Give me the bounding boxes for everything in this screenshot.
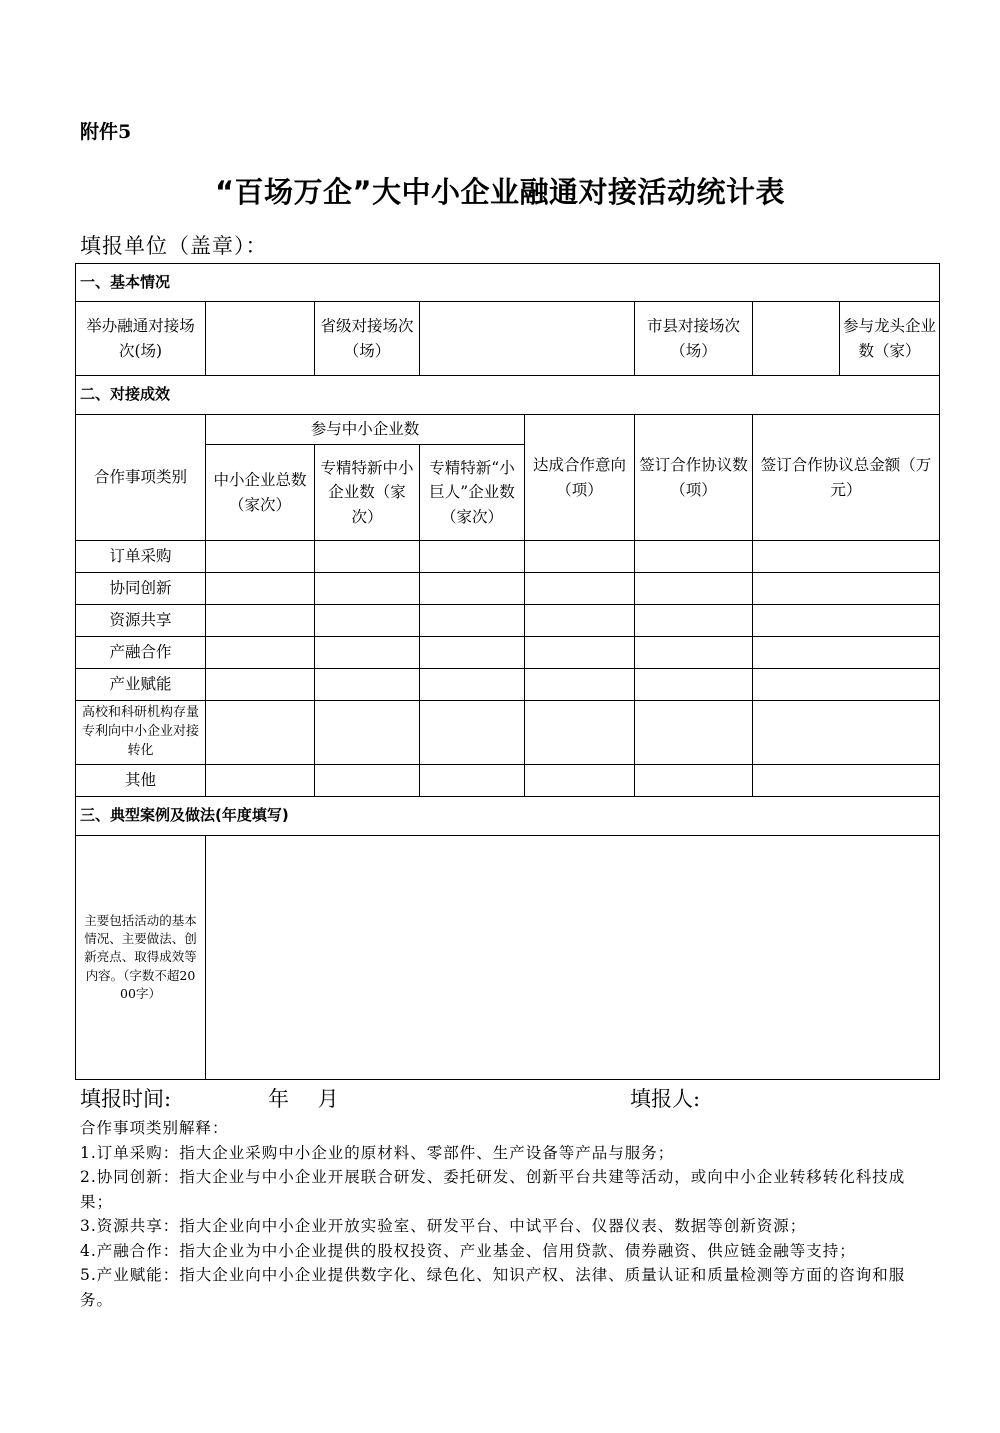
data-cell[interactable] [525,605,635,637]
row-label: 高校和科研机构存量专利向中小企业对接转化 [76,701,206,765]
data-cell[interactable] [753,637,940,669]
data-cell[interactable] [525,573,635,605]
table-row [76,669,940,701]
data-cell[interactable] [525,701,635,765]
data-cell[interactable] [420,541,525,573]
note-item: 5.产业赋能：指大企业向中小企业提供数字化、绿色化、知识产权、法律、质量认证和质量检测等方面的咨询和服务。 [80,1266,906,1309]
basic-sessions-label: 举办融通对接场次(场) [76,302,206,376]
data-cell[interactable] [206,765,315,797]
city-sessions-label: 市县对接场次（场） [635,302,753,376]
data-cell[interactable] [315,541,420,573]
data-cell[interactable] [315,701,420,765]
data-cell[interactable] [753,701,940,765]
leading-enterprises-label: 参与龙头企业数（家） [840,302,940,376]
data-cell[interactable] [420,605,525,637]
row-label: 产业赋能 [76,669,206,701]
data-cell[interactable] [635,637,753,669]
data-cell[interactable] [635,605,753,637]
data-cell[interactable] [420,669,525,701]
data-cell[interactable] [525,541,635,573]
data-cell[interactable] [315,669,420,701]
data-cell[interactable] [525,669,635,701]
data-cell[interactable] [635,573,753,605]
data-cell[interactable] [635,765,753,797]
data-cell[interactable] [753,765,940,797]
sme-count-group-header: 参与中小企业数 [206,415,525,445]
year-month-label: 年 月 [268,1087,339,1111]
intent-header: 达成合作意向（项） [525,415,635,541]
data-cell[interactable] [315,637,420,669]
row-label: 资源共享 [76,605,206,637]
note-item: 4.产融合作：指大企业为中小企业提供的股权投资、产业基金、信用贷款、债券融资、供应链金融等支持； [80,1241,856,1260]
data-cell[interactable] [206,637,315,669]
table-row [76,573,940,605]
city-sessions-cell[interactable] [753,302,840,376]
provincial-sessions-label: 省级对接场次（场） [315,302,420,376]
page-title: “百场万企”大中小企业融通对接活动统计表 [214,175,786,209]
section-cases-heading: 三、典型案例及做法(年度填写) [76,797,940,836]
row-label: 订单采购 [76,541,206,573]
specialized-sme-header: 专精特新中小企业数（家次） [315,445,420,541]
data-cell[interactable] [315,765,420,797]
filler-person-label: 填报人: [630,1087,701,1111]
table-row [76,765,940,797]
provincial-sessions-cell[interactable] [420,302,635,376]
data-cell[interactable] [315,605,420,637]
data-cell[interactable] [206,669,315,701]
table-row [76,701,940,765]
note-item: 2.协同创新：指大企业与中小企业开展联合研发、委托研发、创新平台共建等活动，或向中小企业转移转化科技成果； [80,1168,906,1211]
notes-title: 合作事项类别解释： [80,1119,229,1137]
basic-sessions-cell[interactable] [206,302,315,376]
table-row [76,605,940,637]
attachment-label: 附件5 [80,121,132,143]
data-cell[interactable] [753,669,940,701]
data-cell[interactable] [635,701,753,765]
data-cell[interactable] [315,573,420,605]
amount-header: 签订合作协议总金额（万元） [753,415,940,541]
category-notes [80,1116,930,1312]
fill-time-label: 填报时间: [80,1087,172,1111]
data-cell[interactable] [420,573,525,605]
data-cell[interactable] [420,637,525,669]
data-cell[interactable] [206,573,315,605]
table-row [76,637,940,669]
section-basic-heading: 一、基本情况 [76,264,940,302]
filler-unit-label: 填报单位（盖章）： [80,234,268,258]
data-cell[interactable] [420,701,525,765]
row-label: 产融合作 [76,637,206,669]
row-label: 协同创新 [76,573,206,605]
cases-note: 主要包括活动的基本情况、主要做法、创新亮点、取得成效等内容。（字数不超2000字） [76,836,206,1080]
table-row [76,541,940,573]
agreements-header: 签订合作协议数（项） [635,415,753,541]
data-cell[interactable] [206,701,315,765]
row-label: 其他 [76,765,206,797]
data-cell[interactable] [753,605,940,637]
statistics-form-table [75,263,940,1080]
data-cell[interactable] [753,573,940,605]
note-item: 1.订单采购：指大企业采购中小企业的原材料、零部件、生产设备等产品与服务； [80,1143,675,1162]
sme-total-header: 中小企业总数（家次） [206,445,315,541]
data-cell[interactable] [420,765,525,797]
cases-content-cell[interactable] [206,836,940,1080]
little-giant-header: 专精特新“小巨人”企业数（家次） [420,445,525,541]
category-header: 合作事项类别 [76,415,206,541]
note-item: 3.资源共享：指大企业向中小企业开放实验室、研发平台、中试平台、仪器仪表、数据等创新资源； [80,1217,807,1235]
data-cell[interactable] [753,541,940,573]
data-cell[interactable] [635,669,753,701]
data-cell[interactable] [206,605,315,637]
section-results-heading: 二、对接成效 [76,376,940,415]
data-cell[interactable] [206,541,315,573]
data-cell[interactable] [525,765,635,797]
data-cell[interactable] [635,541,753,573]
data-cell[interactable] [525,637,635,669]
